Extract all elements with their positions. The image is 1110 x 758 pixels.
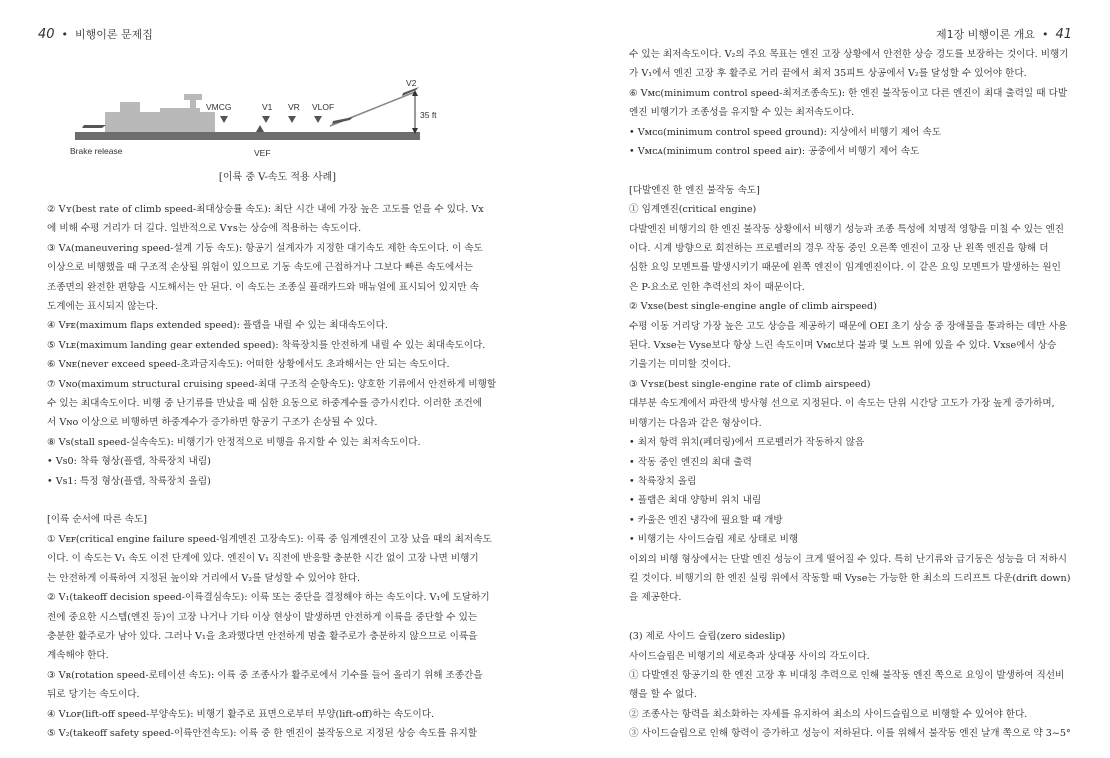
text-line: 이다. 이 속도는 V₁ 속도 이전 단계에 있다. 엔진이 V₁ 직전에 반응할 충분한 시간 없이 고장 나면 비행기 (47, 553, 479, 565)
figure-caption: [이륙 중 V-속도 적용 사례] (218, 172, 337, 183)
label-35ft: 35 ft (420, 110, 437, 120)
text-line: ③ Vᴀ(maneuvering speed-설계 기동 속도): 항공기 설계자가 지정한 대기속도 제한 속도이다. 이 속도 (47, 242, 483, 254)
label-vmcg: VMCG (206, 102, 232, 112)
text-line: 가 V₁에서 엔진 고장 후 활주로 거리 끝에서 최저 35피트 상공에서 V₂를 달성할 수 있어야 한다. (629, 68, 1027, 80)
right-chapter-title: 제1장 비행이론 개요 (935, 28, 1035, 41)
text-line: ① 임계엔진(critical engine) (629, 204, 757, 216)
text-line: 계속해야 한다. (47, 650, 109, 662)
right-page-number: 41 (1055, 27, 1072, 42)
text-line: 에 비해 수평 거리가 더 길다. 일반적으로 Vʏs는 상승에 적용하는 속도이다. (47, 223, 362, 235)
text-line: ② 조종사는 항력을 최소화하는 자세를 유지하여 최소의 사이드슬립으로 비행할 수 있어야 한다. (629, 708, 1028, 720)
left-running-header: 40 • 비행이론 문제집 (38, 27, 153, 42)
text-line: • Vᴍᴄᴀ(minimum control speed air): 공중에서 비행기 제어 속도 (629, 146, 920, 158)
text-line: • 착륙장치 올림 (629, 475, 697, 487)
text-line: ⑤ V₂(takeoff safety speed-이륙안전속도): 이륙 중 한 엔진이 불작동으로 지정된 상승 속도를 유지할 (47, 727, 478, 739)
text-line: ⑥ Vᴍᴄ(minimum control speed-최저조종속도): 한 엔진 불작동이고 다른 엔진이 최대 출력일 때 다발 (629, 87, 1068, 99)
text-line: ④ Vꜰᴇ(maximum flaps extended speed): 플랩을 내릴 수 있는 최대속도이다. (47, 320, 388, 332)
right-page (555, 0, 1110, 758)
text-line: • 플랩은 최대 양항비 위치 내림 (629, 495, 762, 507)
text-line: ⑥ Vɴᴇ(never exceed speed-초과금지속도): 어떠한 상황에서도 초과해서는 안 되는 속도이다. (47, 359, 450, 371)
text-line: 수 있는 최저속도이다. V₂의 주요 목표는 엔진 고장 상황에서 안전한 상승 경도를 보장하는 것이다. 비행기 (629, 49, 1069, 60)
text-line: • Vs0: 착륙 형상(플랩, 착륙장치 내림) (47, 456, 211, 468)
label-v1: V1 (262, 102, 273, 112)
text-line: [이륙 순서에 따른 속도] (47, 514, 148, 526)
text-line: ④ Vʟᴏꜰ(lift-off speed-부양속도): 비행기 활주로 표면으로부터 부양(lift-off)하는 속도이다. (47, 708, 435, 720)
text-line: ② Vʏ(best rate of climb speed-최대상승률 속도): 최단 시간 내에 가장 높은 고도를 얻을 수 있다. Vx (47, 204, 484, 215)
text-line: 이다. 시계 방향으로 회전하는 프로펠러의 경우 작동 중인 오른쪽 엔진이 고장 난 왼쪽 엔진을 향해 더 (629, 243, 1049, 255)
text-line: ② Vxse(best single-engine angle of climb airspeed) (629, 301, 877, 313)
paragraph-gap (629, 161, 1074, 180)
text-line: 수 있는 최대속도이다. 비행 중 난기류를 만났을 때 심한 요동으로 하중계수를 증가시킨다. 이러한 조건에 (47, 398, 482, 410)
text-line: 다발엔진 비행기의 한 엔진 불작동 상황에서 비행기 성능과 조종 특성에 치명적 영향을 미칠 수 있는 엔진 (629, 223, 1064, 235)
text-line: ⑧ Vs(stall speed-실속속도): 비행기가 안정적으로 비행을 유지할 수 있는 최저속도이다. (47, 436, 421, 448)
paragraph-gap (629, 608, 1074, 627)
text-line: ② V₁(takeoff decision speed-이륙결심속도): 이륙 또는 중단을 결정해야 하는 속도이다. V₁에 도달하기 (47, 592, 490, 604)
text-line: 조종면의 완전한 편향을 시도해서는 안 된다. 이 속도는 조종실 플래카드와 매뉴얼에 표시되어 있지만 속 (47, 281, 479, 293)
text-line: 심한 요잉 모멘트를 발생시키기 때문에 왼쪽 엔진이 임계엔진이다. 이 같은 요잉 모멘트가 발생하는 원인 (629, 262, 1061, 274)
text-line: ③ Vʏsᴇ(best single-engine rate of climb airspeed) (629, 378, 871, 390)
text-line: • 비행기는 사이드슬립 제로 상태로 비행 (629, 534, 799, 546)
text-line: ⑤ Vʟᴇ(maximum landing gear extended speed): 착륙장치를 안전하게 내릴 수 있는 최대속도이다. (47, 339, 486, 351)
text-line: 전에 중요한 시스템(엔진 등)이 고장 나거나 기타 이상 현상이 발생하면 안전하게 이륙을 중단할 수 있는 (47, 611, 478, 623)
text-line: 기울기는 미미할 것이다. (629, 359, 731, 371)
text-line: 대부분 속도계에서 파란색 방사형 선으로 지정된다. 이 속도는 단위 시간당 고도가 가장 높게 증가하며, (629, 398, 1055, 410)
text-line: 킬 것이다. 비행기의 한 엔진 실링 위에서 작동할 때 Vyse는 가능한 한 최소의 드리프트 다운(drift down) (629, 572, 1071, 584)
text-line: • 작동 중인 엔진의 최대 출력 (629, 456, 752, 468)
label-vlof: VLOF (312, 102, 335, 112)
text-line: • Vs1: 특정 형상(플랩, 착륙장치 올림) (47, 475, 211, 487)
text-line: 충분한 활주로가 남아 있다. 그러나 V₁을 초과했다면 안전하게 멈출 활주로가 충분하지 않으므로 이륙을 (47, 630, 478, 642)
runway (75, 132, 420, 140)
text-line: 서 Vɴᴏ 이상으로 비행하면 하중계수가 증가하면 항공기 구조가 손상될 수 있다. (47, 417, 378, 429)
text-line: 도계에는 표시되지 않는다. (47, 301, 159, 313)
text-line: • Vᴍᴄɢ(minimum control speed ground): 지상에서 비행기 제어 속도 (629, 126, 942, 138)
text-line: 이외의 비행 형상에서는 단발 엔진 성능이 크게 떨어질 수 있다. 특히 난기류와 급기동은 성능을 더 저하시 (629, 553, 1068, 565)
text-line: 수평 이동 거리당 가장 높은 고도 상승을 제공하기 때문에 OEI 초기 상승 중 장애물을 통과하는 데만 사용 (629, 320, 1068, 332)
text-line: ③ Vʀ(rotation speed-로테이션 속도): 이륙 중 조종사가 활주로에서 기수를 들어 올리기 위해 조종간을 (47, 669, 483, 681)
text-line: ① 다발엔진 항공기의 한 엔진 고장 후 비대칭 추력으로 인해 불작동 엔진 쪽으로 요잉이 발생하여 직선비 (629, 669, 1065, 681)
takeoff-v-speed-diagram (70, 70, 440, 170)
text-line: 된다. Vxse는 Vyse보다 항상 느린 속도이며 Vᴍᴄ보다 불과 몇 노트 위에 있을 수 있다. Vxse에서 상승 (629, 340, 1057, 352)
text-line: 뒤로 당기는 속도이다. (47, 689, 140, 701)
text-line: 이상으로 비행했을 때 구조적 손상될 위험이 있으므로 기동 속도에 근접하거나 그보다 빠른 속도에서는 (47, 262, 473, 274)
text-line: 는 안전하게 이륙하여 지정된 높이와 거리에서 V₂를 달성할 수 있어야 한다. (47, 572, 361, 584)
text-line: 을 제공한다. (629, 592, 682, 604)
label-v2: V2 (406, 78, 417, 88)
right-running-header: 제1장 비행이론 개요 • 41 (935, 27, 1072, 42)
text-line: • 최저 항력 위치(페더링)에서 프로펠러가 작동하지 않음 (629, 437, 865, 449)
text-line: ① Vᴇꜰ(critical engine failure speed-임계엔진 고장속도): 이륙 중 임계엔진이 고장 났을 때의 최저속도 (47, 533, 492, 545)
text-line: • 카울은 엔진 냉각에 필요할 때 개방 (629, 514, 783, 526)
left-book-title: 비행이론 문제집 (75, 28, 153, 41)
left-body-text (47, 200, 512, 743)
text-line: 은 P-요소로 인한 추력선의 차이 때문이다. (629, 281, 805, 293)
text-line: 사이드슬립은 비행기의 세로축과 상대풍 사이의 각도이다. (629, 650, 870, 662)
text-line: 행을 할 수 없다. (629, 689, 697, 701)
text-line: [다발엔진 한 엔진 불작동 속도] (629, 184, 760, 196)
label-brake-release: Brake release (70, 146, 123, 156)
text-line: 엔진 비행기가 조종성을 유지할 수 있는 최저속도이다. (629, 107, 855, 119)
speed-markers (220, 116, 322, 132)
right-body-text (629, 45, 1074, 744)
paragraph-gap (47, 491, 512, 510)
text-line: (3) 제로 사이드 슬립(zero sideslip) (629, 631, 786, 643)
text-line: ⑦ Vɴᴏ(maximum structural cruising speed-최대 구조적 순항속도): 양호한 기류에서 안전하게 비행할 (47, 378, 497, 390)
left-page-number: 40 (38, 27, 55, 42)
label-vef: VEF (254, 148, 271, 158)
text-line: 비행기는 다음과 같은 형상이다. (629, 417, 762, 429)
airport-buildings (105, 94, 215, 134)
text-line: ③ 사이드슬립으로 인해 항력이 증가하고 성능이 저하된다. 이를 위해서 불작동 엔진 날개 쪽으로 약 3~5° (629, 728, 1071, 740)
label-vr: VR (288, 102, 300, 112)
